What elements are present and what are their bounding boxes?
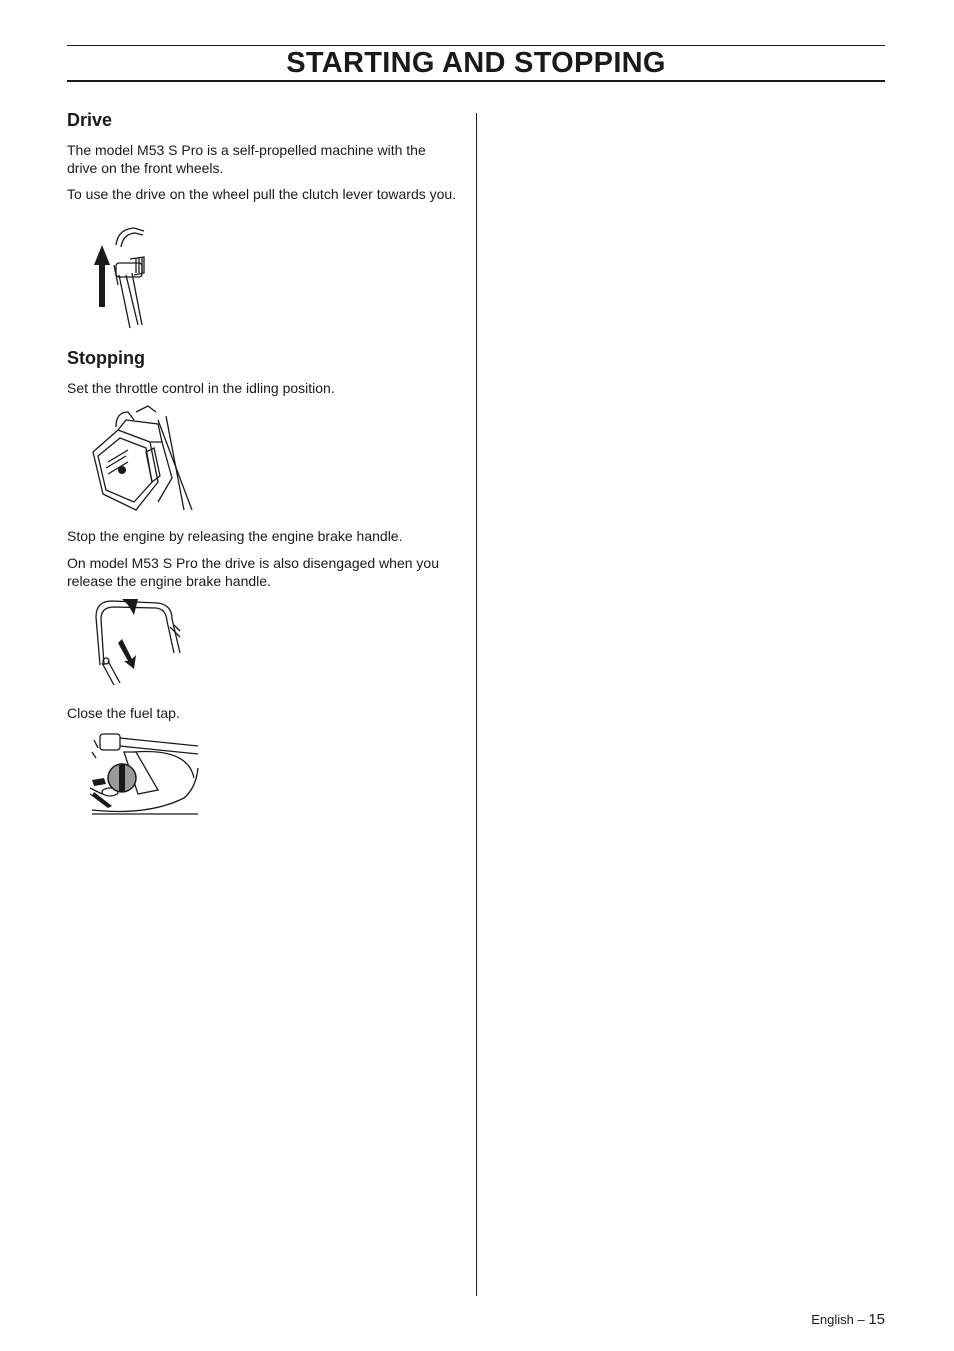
page-title: STARTING AND STOPPING bbox=[286, 47, 666, 79]
column-divider bbox=[476, 113, 477, 1296]
stopping-paragraph-4: Close the fuel tap. bbox=[67, 705, 180, 721]
drive-heading: Drive bbox=[67, 110, 113, 130]
header-rule-bottom bbox=[67, 80, 885, 82]
page-footer bbox=[811, 1311, 885, 1328]
page-number: 15 bbox=[868, 1311, 885, 1328]
stopping-paragraph-1: Set the throttle control in the idling position. bbox=[67, 380, 335, 396]
footer-separator: – bbox=[857, 1312, 865, 1327]
footer-language: English bbox=[811, 1312, 854, 1327]
drive-paragraph-1: The model M53 S Pro is a self-propelled machine with the drive on the front wheels. bbox=[67, 142, 426, 176]
drive-paragraph-2: To use the drive on the wheel pull the clutch lever towards you. bbox=[67, 186, 457, 202]
stopping-paragraph-3: On model M53 S Pro the drive is also disengaged when you release the engine brake handle. bbox=[67, 555, 439, 589]
fuel-tap-illustration bbox=[88, 728, 200, 818]
engine-brake-handle-illustration bbox=[92, 595, 184, 687]
throttle-control-illustration bbox=[88, 402, 196, 514]
stopping-paragraph-2: Stop the engine by releasing the engine brake handle. bbox=[67, 528, 403, 544]
clutch-lever-illustration bbox=[86, 225, 156, 330]
stopping-heading: Stopping bbox=[67, 348, 145, 368]
